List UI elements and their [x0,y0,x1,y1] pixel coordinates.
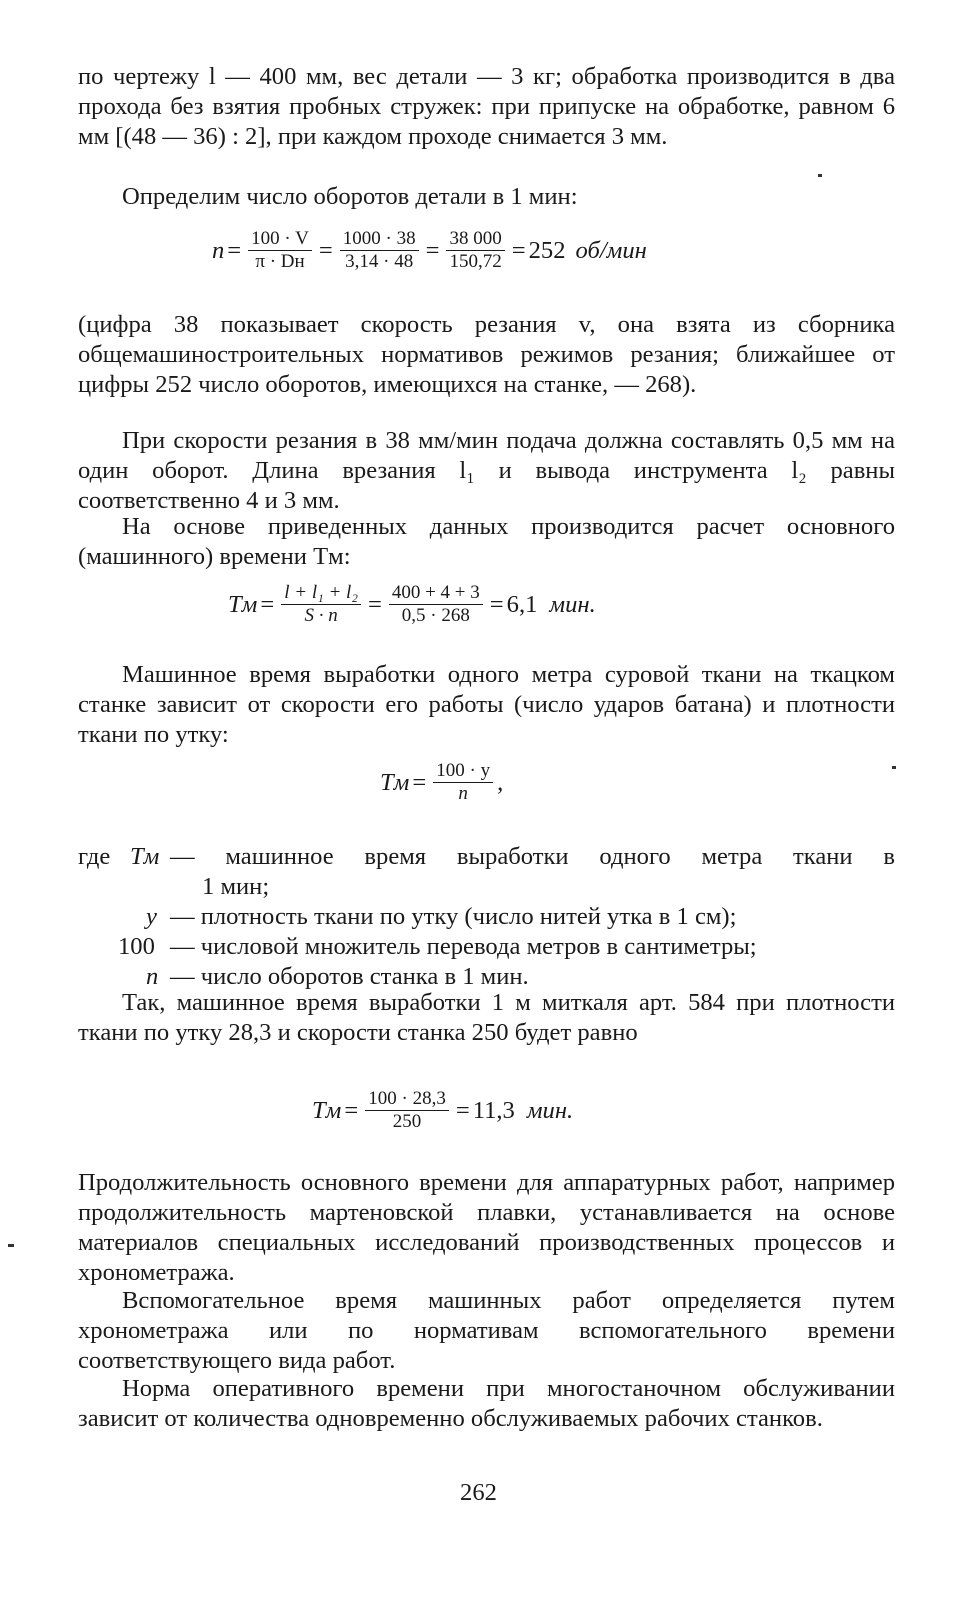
print-speck [818,174,822,177]
formula-rpm-result: 252 [528,236,566,264]
fraction-numerator: 400 + 4 + 3 [389,582,483,605]
definition-symbol: n [146,963,159,990]
formula-weaving-tail: , [497,768,504,796]
formula-calico-result: 11,3 [472,1096,515,1124]
formula-machine-time: Tм = $\frac{\text{l + l₁ + l₂}}{S \cdot n}$ = $\frac{400 + 4 + 3}{0,5 \cdot 268}$ = 6,1 мин. [228,582,596,626]
print-speck [892,766,896,769]
fraction [389,582,483,627]
definition-text: — число оборотов станка в 1 мин. [170,963,529,990]
fraction [446,228,504,273]
definitions-lead: где [78,843,111,870]
fraction [433,760,493,805]
paragraph-drawing-spec: по чертежу l — 400 мм, вес детали — 3 кг; обработка производится в два прохода без взятия пробных стружек: при припуске на обработке, равном 6 мм [(48 — 36) : 2], при каждом проходе снимается 3 мм. [78,63,895,150]
fraction-denominator: 3,14 · 48 [345,251,414,272]
fraction [365,1088,449,1133]
fraction-denominator: 250 [392,1111,422,1132]
paragraph-operative-time: Норма оперативного времени при многостаночном обслуживании зависит от количества одновременно обслуживаемых рабочих станков. [78,1375,895,1432]
definition-text: — плотность ткани по утку (число нитей утка в 1 см); [170,903,737,930]
fraction-denominator: 150,72 [449,251,502,272]
fraction-numerator: 100 · y [433,760,493,783]
fraction-denominator: π · Dн [255,251,305,272]
fraction-numerator: l + l₁ + l₂ [281,582,361,605]
paragraph-calico-example: Так, машинное время выработки 1 м миткаля арт. 584 при плотности ткани по утку 28,3 и скорости станка 250 будет равно [78,989,895,1046]
formula-weaving: Tм = $\frac{100 \cdot y}{n}$ , [380,760,504,804]
formula-machine-time-result: 6,1 [506,590,538,618]
fraction-numerator: 100 · 28,3 [365,1088,449,1111]
definition-symbol: 100 [118,933,155,960]
fraction [248,228,312,273]
formula-calico-unit: мин. [526,1096,574,1124]
fraction [340,228,419,273]
paragraph-auxiliary-time: Вспомогательное время машинных работ определяется путем хронометража или по нормативам вспомогательного времени соответствующего вида работ. [78,1287,895,1374]
fraction-numerator: 38 000 [446,228,504,251]
definition-text-cont: 1 мин; [202,873,270,900]
formula-rpm-unit: об/мин [575,236,647,264]
fraction-denominator: 0,5 · 268 [401,605,470,626]
formula-machine-time-lhs: Tм [228,590,258,618]
paragraph-rpm-intro: Определим число оборотов детали в 1 мин: [122,183,578,210]
fraction-denominator: n [458,783,468,804]
page-number: 262 [460,1479,497,1506]
fraction-numerator: 100 · V [248,228,312,251]
formula-rpm-lhs: n [212,236,225,264]
paragraph-hardware-work: Продолжительность основного времени для аппаратурных работ, например продолжительность мартеновской плавки, устанавливается на основе материалов специальных исследований производственных процессов и хронометража. [78,1169,895,1286]
formula-rpm: n = $\frac{100 \cdot V}{\pi \cdot Dн}$ = $\frac{1000 \cdot 38}{3,14 \cdot 48}$ = $\frac{38 000}{150,72}$ = 252 об/мин [212,228,647,272]
definition-text: — числовой множитель перевода метров в сантиметры; [170,933,757,960]
definition-text: — машинное время выработки одного метра ткани в [170,843,895,870]
formula-calico-lhs: Tм [312,1096,342,1124]
formula-calico: Tм = $\frac{100 \cdot 28,3}{250}$ = 11,3 мин. [312,1088,574,1132]
formula-weaving-lhs: Tм [380,768,410,796]
fraction-numerator: 1000 · 38 [340,228,419,251]
paragraph-machine-time-calc: На основе приведенных данных производится расчет основного (машинного) времени Tм: [78,513,895,570]
fraction [281,582,361,627]
formula-machine-time-unit: мин. [549,590,596,618]
paragraph-weaving-time: Машинное время выработки одного метра суровой ткани на ткацком станке зависит от скорости его работы (число ударов батана) и плотности ткани по утку: [78,661,895,748]
definition-symbol: Tм [130,843,160,870]
print-speck [8,1244,14,1247]
variable-definitions [78,842,895,992]
paragraph-feed-rate: При скорости резания в 38 мм/мин подача должна составлять 0,5 мм на один оборот. Длина врезания l₁ и вывода инструмента l₂ равны соответственно 4 и 3 мм. [78,427,895,514]
paragraph-cutting-speed-note: (цифра 38 показывает скорость резания v, она взята из сборника общемашиностроительных нормативов режимов резания; ближайшее от цифры 252 число оборотов, имеющихся на станке, — 268). [78,311,895,398]
definition-symbol: y [146,903,157,930]
fraction-denominator: S · n [304,605,338,626]
